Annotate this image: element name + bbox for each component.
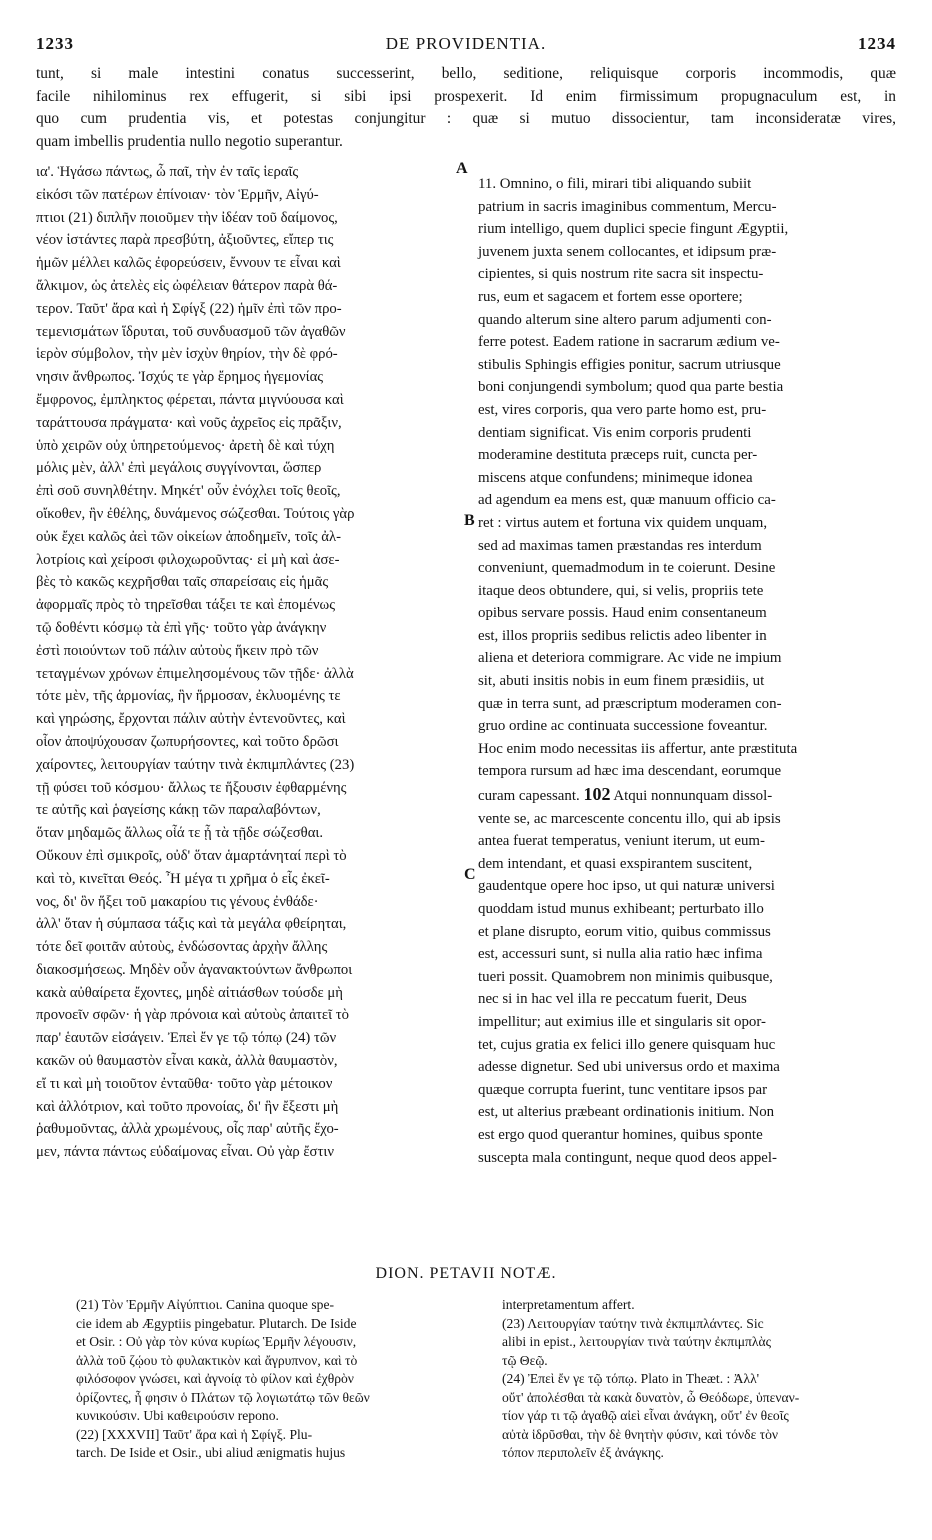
latin-line: quando alterum sine altero parum adjumenti con- <box>478 311 772 328</box>
greek-line: νος, δι' ὃν ἥξει τοῦ μακαρίου τις γένους ἐνθάδε· <box>36 893 319 910</box>
latin-line: ferre potest. Eadem ratione in sacrarum ædium ve- <box>478 334 780 351</box>
greek-line: ἐστὶ ποιούντων τοῦ πάλιν αὐτοὺς ἥκειν πρὸ τῶν <box>36 642 319 659</box>
text-line: tunt, si male intestini conatus successerint, bello, seditione, reliquisque corporis incommodis, quæ <box>36 65 896 82</box>
latin-line: juvenem juxta senem collocantes, et idipsum præ- <box>478 243 777 260</box>
greek-line: ἐπὶ σοῦ συνηλθέτην. Μηκέτ' οὖν ἐνόχλει τοῖς θεοῖς, <box>36 483 341 500</box>
margin-letter-a: A <box>456 160 468 177</box>
latin-line: opibus servare possis. Haud enim consentaneum <box>478 605 767 622</box>
greek-line: μόλις μὲν, ἀλλ' ἐπὶ μεγάλοις συγγίνονται, ὥσπερ <box>36 460 322 477</box>
latin-line: rium intelligo, quem duplici specie fingunt Ægyptii, <box>478 221 789 238</box>
greek-line: διακοσμήσεως. Μηδὲν οὖν ἀγανακτούντων ἄνθρωποι <box>36 961 353 978</box>
note-line: αὐτὰ ἱδρῦσθαι, τὴν δὲ θνητὴν φύσιν, καὶ τόνδε τὸν <box>502 1426 779 1442</box>
running-title: DE PROVIDENTIA. <box>385 34 547 53</box>
latin-line: boni conjungendi symbolum; quod qua parte bestia <box>478 379 784 396</box>
greek-line: τότε δεῖ φοιτᾶν αὐτοὺς, ἐνδώσοντας ἀρχὴν ἄλλης <box>36 939 328 956</box>
latin-line: dentiam significat. Vis enim corporis prudenti <box>478 424 752 441</box>
running-header <box>36 34 896 60</box>
latin-line: est, illos propriis sedibus relictis adeo libenter in <box>478 627 767 644</box>
latin-line: adesse dignetur. Sed ubi universus ordo et maxima <box>478 1059 780 1076</box>
greek-line: ἀφορμαῖς πρὸς τὸ τηρεῖσθαι τάξει τε καὶ ἑπομένως <box>36 597 336 614</box>
greek-line: καὶ τὸ, κινεῖται Θεός. Ἦ μέγα τι χρῆμα ὁ εἷς ἐκεῖ- <box>36 870 330 887</box>
note-line: τίον γάρ τι τῷ ἀγαθῷ αἰεὶ εἶναι ἀνάγκη, οὔτ' ἐν θεοῖς <box>502 1408 789 1423</box>
text-line: quo cum prudentia vis, et potestas conjungitur : quæ si mutuo dissocientur, tam inconsideratæ vires, <box>36 110 896 127</box>
note-line: ὁρίζοντες, ἦ φησιν ὁ Πλάτων τῷ λογιωτάτῳ τῶν θεῶν <box>76 1389 370 1405</box>
greek-text-column <box>36 161 460 1164</box>
note-line: φιλόσοφον γνώσει, καὶ ἀγνοίᾳ τὸ φίλον καὶ ἐχθρὸν <box>76 1371 354 1386</box>
greek-line: λοτρίοις καὶ χείροσι φιλοχωροῦντας· εἰ μὴ καὶ ἀσε- <box>36 551 340 568</box>
latin-line: est, ut alterius præbeant ordinationis initium. Non <box>478 1104 775 1121</box>
note-line: οὔτ' ἀπολέσθαι τὰ κακὰ δυνατὸν, ὦ Θεόδωρε, ὑπεναν- <box>502 1389 800 1405</box>
greek-line: νέον ἱστάντες παρὰ πρεσβύτη, ἀξιοῦντες, εἴπερ τις <box>36 232 334 249</box>
latin-line: curam capessant. 102 Atqui nonnunquam dissol- <box>478 784 773 805</box>
latin-line: stibulis Sphingis effigies ponitur, sacrum utriusque <box>478 356 781 373</box>
latin-line: suscepta mala contingunt, neque quod deos appel- <box>478 1149 777 1166</box>
greek-line: εἰκόσι τῶν πατέρων ἐπίνοιαν· τὸν Ἑρμῆν, Αἰγύ- <box>36 186 319 203</box>
latin-line: sit, abuti insitis nobis in eum finem præsidiis, ut <box>478 673 765 690</box>
latin-line: Hoc enim modo necessitas iis affertur, ante præstituta <box>478 740 798 757</box>
text-line: facile nihilominus rex effugerit, si sibi ipsi prospexerit. Id enim firmissimum propugnaculum est, in <box>36 87 896 105</box>
column-number: 102 <box>583 784 611 805</box>
latin-line: impellitur; aut eximius ille et singularis sit opor- <box>478 1013 766 1030</box>
latin-line: miscens atque confundens; minimeque idonea <box>478 469 753 486</box>
latin-line: aliena et deteriora commigrare. Ac vide ne impium <box>478 650 782 667</box>
greek-line: ια'. Ἡγάσω πάντως, ὦ παῖ, τὴν ἐν ταῖς ἱεραῖς <box>36 164 299 180</box>
latin-line: quæ in terra sunt, ad præscriptum moderamen con- <box>478 695 782 712</box>
margin-letter-b: B <box>464 512 475 529</box>
latin-line: moderamine destituta præceps ruit, cuncta per- <box>478 447 758 464</box>
notes-heading: DION. PETAVII NOTÆ. <box>375 1265 557 1282</box>
greek-line: ἔμφρονος, ἐμπληκτος φέρεται, πάντα μιγνύουσα καὶ <box>36 391 344 408</box>
continued-paragraph <box>36 63 896 153</box>
greek-line: μεν, πάντα πάντως εὐδαίμονας εἶναι. Οὐ γὰρ ἔστιν <box>36 1144 334 1161</box>
greek-line: ἀλλ' ὅταν ἡ σύμπασα τάξις καὶ τὰ μεγάλα φθείρηται, <box>36 916 347 933</box>
greek-line: ταράττουσα πράγματα· καὶ νοῦς ἀχρεῖος εἰς πρᾶξιν, <box>36 414 342 431</box>
latin-line: est ergo quod querantur homines, quibus sponte <box>478 1126 763 1143</box>
greek-line: νησιν ἄνθρωπος. Ἰσχύς τε γὰρ ἔρημος ἡγεμονίας <box>36 369 324 386</box>
note-line: interpretamentum affert. <box>502 1297 635 1312</box>
note-line: τῷ Θεῷ. <box>502 1352 548 1368</box>
latin-line: quæque corrupta fuerint, tunc ventitare ipsos par <box>478 1081 768 1098</box>
note-line: (23) Λειτουργίαν ταύτην τινὰ ἐκπιμπλάντες. Sic <box>502 1315 764 1331</box>
greek-line: τῷ δοθέντι κόσμῳ τὰ ἐπὶ γῆς· τοῦτο γὰρ ἀνάγκην <box>36 619 327 636</box>
latin-line: et plane disrupto, eorum vitio, quibus commissus <box>478 923 771 940</box>
note-line: et Osir. : Οὐ γὰρ τὸν κύνα κυρίως Ἑρμῆν λέγουσιν, <box>76 1334 357 1349</box>
latin-line: nec si in hac vel illa re peccatum fuerit, Deus <box>478 991 747 1008</box>
note-line: tarch. De Iside et Osir., ubi aliud ænigmatis hujus <box>76 1445 346 1460</box>
greek-line: ὑπὸ χειρῶν οὐχ ὑπηρετούμενος· ἀρετὴ δὲ καὶ τύχη <box>36 437 335 454</box>
margin-letter-c: C <box>464 866 476 883</box>
greek-line: ἱερὸν σύμβολον, τὴν μὲν ἰσχὺν θηρίον, τὴν δὲ φρό- <box>36 346 338 363</box>
greek-line: Οὔκουν ἐπὶ σμικροῖς, οὐδ' ὅταν ἁμαρτάνηταί περὶ τὸ <box>36 847 347 864</box>
greek-line: πτιοι (21) διπλῆν ποιοῦμεν τὴν ἰδέαν τοῦ δαίμονος, <box>36 209 338 226</box>
latin-line: ret : virtus autem et fortuna vix quidem unquam, <box>478 514 768 531</box>
page-number-right: 1234 <box>858 34 896 53</box>
greek-line: τότε μὲν, τῆς ἁρμονίας, ἣν ἥρμοσαν, ἐκλυομένης τε <box>36 688 341 705</box>
latin-line: cipientes, si quis nostrum rite sacra sit inspectu- <box>478 266 764 283</box>
note-line: (21) Τὸν Ἑρμῆν Αἰγύπτιοι. Canina quoque spe- <box>76 1297 335 1312</box>
latin-line: dem intendant, et quasi exspirantem suscitent, <box>478 855 753 872</box>
greek-line: οἴκοθεν, ἣν ἐθέλης, δυνάμενος σώζεσθαι. Τούτοις γὰρ <box>36 505 355 522</box>
note-line: (24) Ἐπεὶ ἔν γε τῷ τόπῳ. Plato in Theæt. : Ἀλλ' <box>502 1371 760 1386</box>
latin-line: tempora rursum ad hæc ima descendant, eorumque <box>478 763 782 780</box>
note-line: κυνικούσιν. Ubi καθειρούσιν repono. <box>76 1408 279 1423</box>
latin-line: itaque deos obtundere, qui, si velis, propriis tete <box>478 582 764 599</box>
latin-line: est, accessuri sunt, si nulla alia ratio hæc infima <box>478 946 763 963</box>
latin-line: quoddam istud munus exhibeant; perturbato illo <box>478 901 764 917</box>
greek-line: ὅταν μηδαμῶς ἄλλως οἷά τε ᾖ τὰ τῇδε σώζεσθαι. <box>36 825 324 842</box>
greek-line: ἄλκιμον, ὡς ἀτελὲς εἰς ὠφέλειαν θάτερον παρὰ θά- <box>36 277 338 294</box>
greek-line: κακὰ αὐθαίρετα ἔχοντες, μηδὲ αἰτιάσθων τούσδε μὴ <box>36 984 343 1001</box>
note-line: τόπον περιπολεῖν ἐξ ἀνάγκης. <box>502 1445 664 1460</box>
note-line: cie idem ab Ægyptiis pingebatur. Plutarch. De Iside <box>76 1315 357 1331</box>
latin-line: rus, eum et sagacem et fortem esse oportere; <box>478 288 743 305</box>
greek-line: οὐκ ἔχει καλῶς ἀεὶ τῶν οἰκείων ἀποδημεῖν, τοῖς ἀλ- <box>36 528 342 545</box>
note-line: alibi in epist., λειτουργίαν τινὰ ταύτην ἐκπιμπλὰς <box>502 1334 772 1349</box>
latin-line: patrium in sacris imaginibus commentum, Mercu- <box>478 198 777 215</box>
greek-line: τεμενισμάτων ἵδρυται, τοῦ συνδυασμοῦ τῶν ἀγαθῶν <box>36 323 346 340</box>
greek-line: βὲς τὸ κακῶς κεχρῆσθαι ταῖς σπαρείσαις εἰς ἡμᾶς <box>36 574 329 591</box>
greek-line: οἷον ἀποψύχουσαν ζωπυρήσοντες, καὶ τοῦτο δρῶσι <box>36 733 339 750</box>
latin-line: gruo ordine ac continuata successione foveantur. <box>478 718 768 735</box>
latin-line: antea fuerat temperatus, veniunt iterum, ut eum- <box>478 833 765 850</box>
page-number-left: 1233 <box>36 34 74 53</box>
greek-line: χαίροντες, λειτουργίαν ταύτην τινὰ ἐκπιμπλάντες (23) <box>36 756 355 773</box>
note-line: (22) [XXXVII] Ταῦτ' ἄρα καὶ ἡ Σφίγξ. Plu- <box>76 1426 313 1442</box>
greek-line: παρ' ἑαυτῶν εἰσάγειν. Ἐπεὶ ἔν γε τῷ τόπῳ (24) τῶν <box>36 1030 337 1047</box>
latin-translation-column <box>478 173 900 1169</box>
latin-line: tet, cujus gratia ex felici illo genere quisquam huc <box>478 1036 776 1053</box>
notes-right-column <box>502 1296 902 1463</box>
latin-line: sed ad maximas tamen præstandas res interdum <box>478 537 762 554</box>
greek-line: καὶ γηρώσης, ἔρχονται πάλιν αὐτὴν ἐντενοῦντες, καὶ <box>36 711 346 728</box>
notes-left-column <box>76 1296 476 1463</box>
greek-line: ῥαθυμοῦντας, ἀλλὰ χρωμένους, οἷς παρ' αὐτῆς ἔχο- <box>36 1121 339 1138</box>
greek-line: τε αὐτῆς καὶ ῥαγείσης κάκῃ τῶν παραλαβόντων, <box>36 802 321 819</box>
latin-line: vente se, ac marcescente concentu illo, qui ab ipsis <box>478 810 781 827</box>
greek-line: τερον. Ταῦτ' ἄρα καὶ ἡ Σφίγξ (22) ἡμῖν ἐπὶ τῶν προ- <box>36 300 342 317</box>
latin-line: gaudentque opere hoc ipso, ut qui naturæ universi <box>478 878 775 895</box>
note-line: ἀλλὰ τοῦ ζῴου τὸ φυλακτικὸν καὶ ἄγρυπνον, καὶ τὸ <box>76 1352 358 1368</box>
latin-line: tueri possit. Quamobrem non minimis quibusque, <box>478 968 773 985</box>
greek-line: τῇ φύσει τοῦ κόσμου· ἄλλως τε ἥξουσιν ἐφθαρμένης <box>36 779 347 796</box>
latin-line: est, vires corporis, qua vero parte homo est, pru- <box>478 401 767 418</box>
text-line: quam imbellis prudentia nullo negotio superantur. <box>36 132 343 150</box>
latin-line: ad agendum ea mens est, quæ manuum officio ca- <box>478 492 776 509</box>
latin-line: conveniunt, quemadmodum in te coierunt. Desine <box>478 560 776 577</box>
greek-line: προνοεῖν σφῶν· ἡ γὰρ πρόνοια καὶ αὐτοὺς ἀπαιτεῖ τὸ <box>36 1007 349 1024</box>
greek-line: εἴ τι καὶ μὴ τοιοῦτον ἐνταῦθα· τοῦτο γὰρ μέτοικον <box>36 1075 333 1092</box>
greek-line: καὶ ἀλλότριον, καὶ τοῦτο προνοίας, δι' ἣν ἔξεστι μὴ <box>36 1098 339 1115</box>
greek-line: ἡμῶν μέλλει καλῶς ἐφορεύσειν, ἔννουν τε εἶναι καὶ <box>36 255 341 272</box>
latin-line: 11. Omnino, o fili, mirari tibi aliquando subiit <box>478 176 752 192</box>
greek-line: τεταγμένων χρόνων ἐπιμελησομένους τῶν τῇδε· ἀλλὰ <box>36 665 354 682</box>
greek-line: κακῶν οὐ θαυμαστὸν εἶναι κακὰ, ἀλλὰ θαυμαστὸν, <box>36 1053 338 1070</box>
